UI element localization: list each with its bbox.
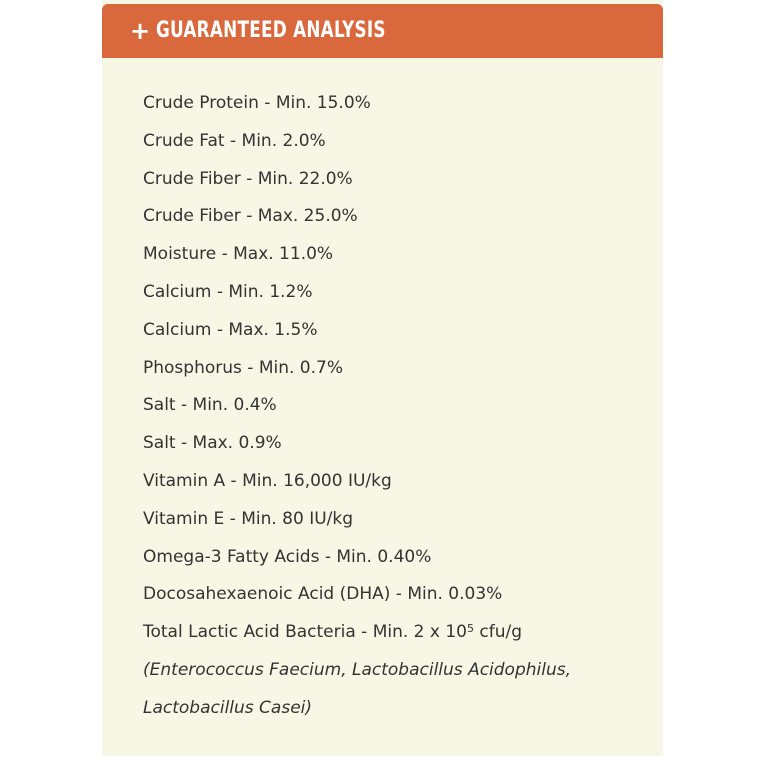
guaranteed-analysis-header[interactable] (102, 4, 663, 58)
analysis-item: Calcium - Max. 1.5% (143, 319, 318, 340)
analysis-item: Vitamin A - Min. 16,000 IU/kg (143, 470, 392, 491)
bacteria-item (143, 619, 643, 657)
analysis-item: Salt - Max. 0.9% (143, 433, 282, 454)
bacteria-exponent: 5 (467, 622, 474, 636)
analysis-item: Moisture - Max. 11.0% (143, 244, 334, 265)
bacteria-label: Total Lactic Acid Bacteria - Min. 2 x 10 (143, 622, 467, 643)
analysis-item: Crude Fiber - Max. 25.0% (143, 206, 358, 227)
analysis-item: Vitamin E - Min. 80 IU/kg (143, 508, 354, 529)
bacteria-unit: cfu/g (474, 622, 523, 643)
analysis-item: Phosphorus - Min. 0.7% (143, 357, 343, 378)
analysis-item: Calcium - Min. 1.2% (143, 281, 313, 302)
strains-line: Lactobacillus Casei) (143, 697, 313, 718)
analysis-item: Omega-3 Fatty Acids - Min. 0.40% (143, 546, 432, 567)
analysis-item: Crude Fiber - Min. 22.0% (143, 168, 353, 189)
analysis-item: Salt - Min. 0.4% (143, 395, 277, 416)
analysis-item: Crude Fat - Min. 2.0% (143, 130, 326, 151)
analysis-item: Docosahexaenoic Acid (DHA) - Min. 0.03% (143, 584, 503, 605)
section-title: GUARANTEED ANALYSIS (156, 18, 386, 43)
analysis-item: Crude Protein - Min. 15.0% (143, 93, 371, 113)
strains-line: (Enterococcus Faecium, Lactobacillus Acidophilus, (143, 659, 572, 680)
analysis-list (143, 90, 643, 733)
expand-toggle-icon[interactable]: + (130, 17, 151, 45)
